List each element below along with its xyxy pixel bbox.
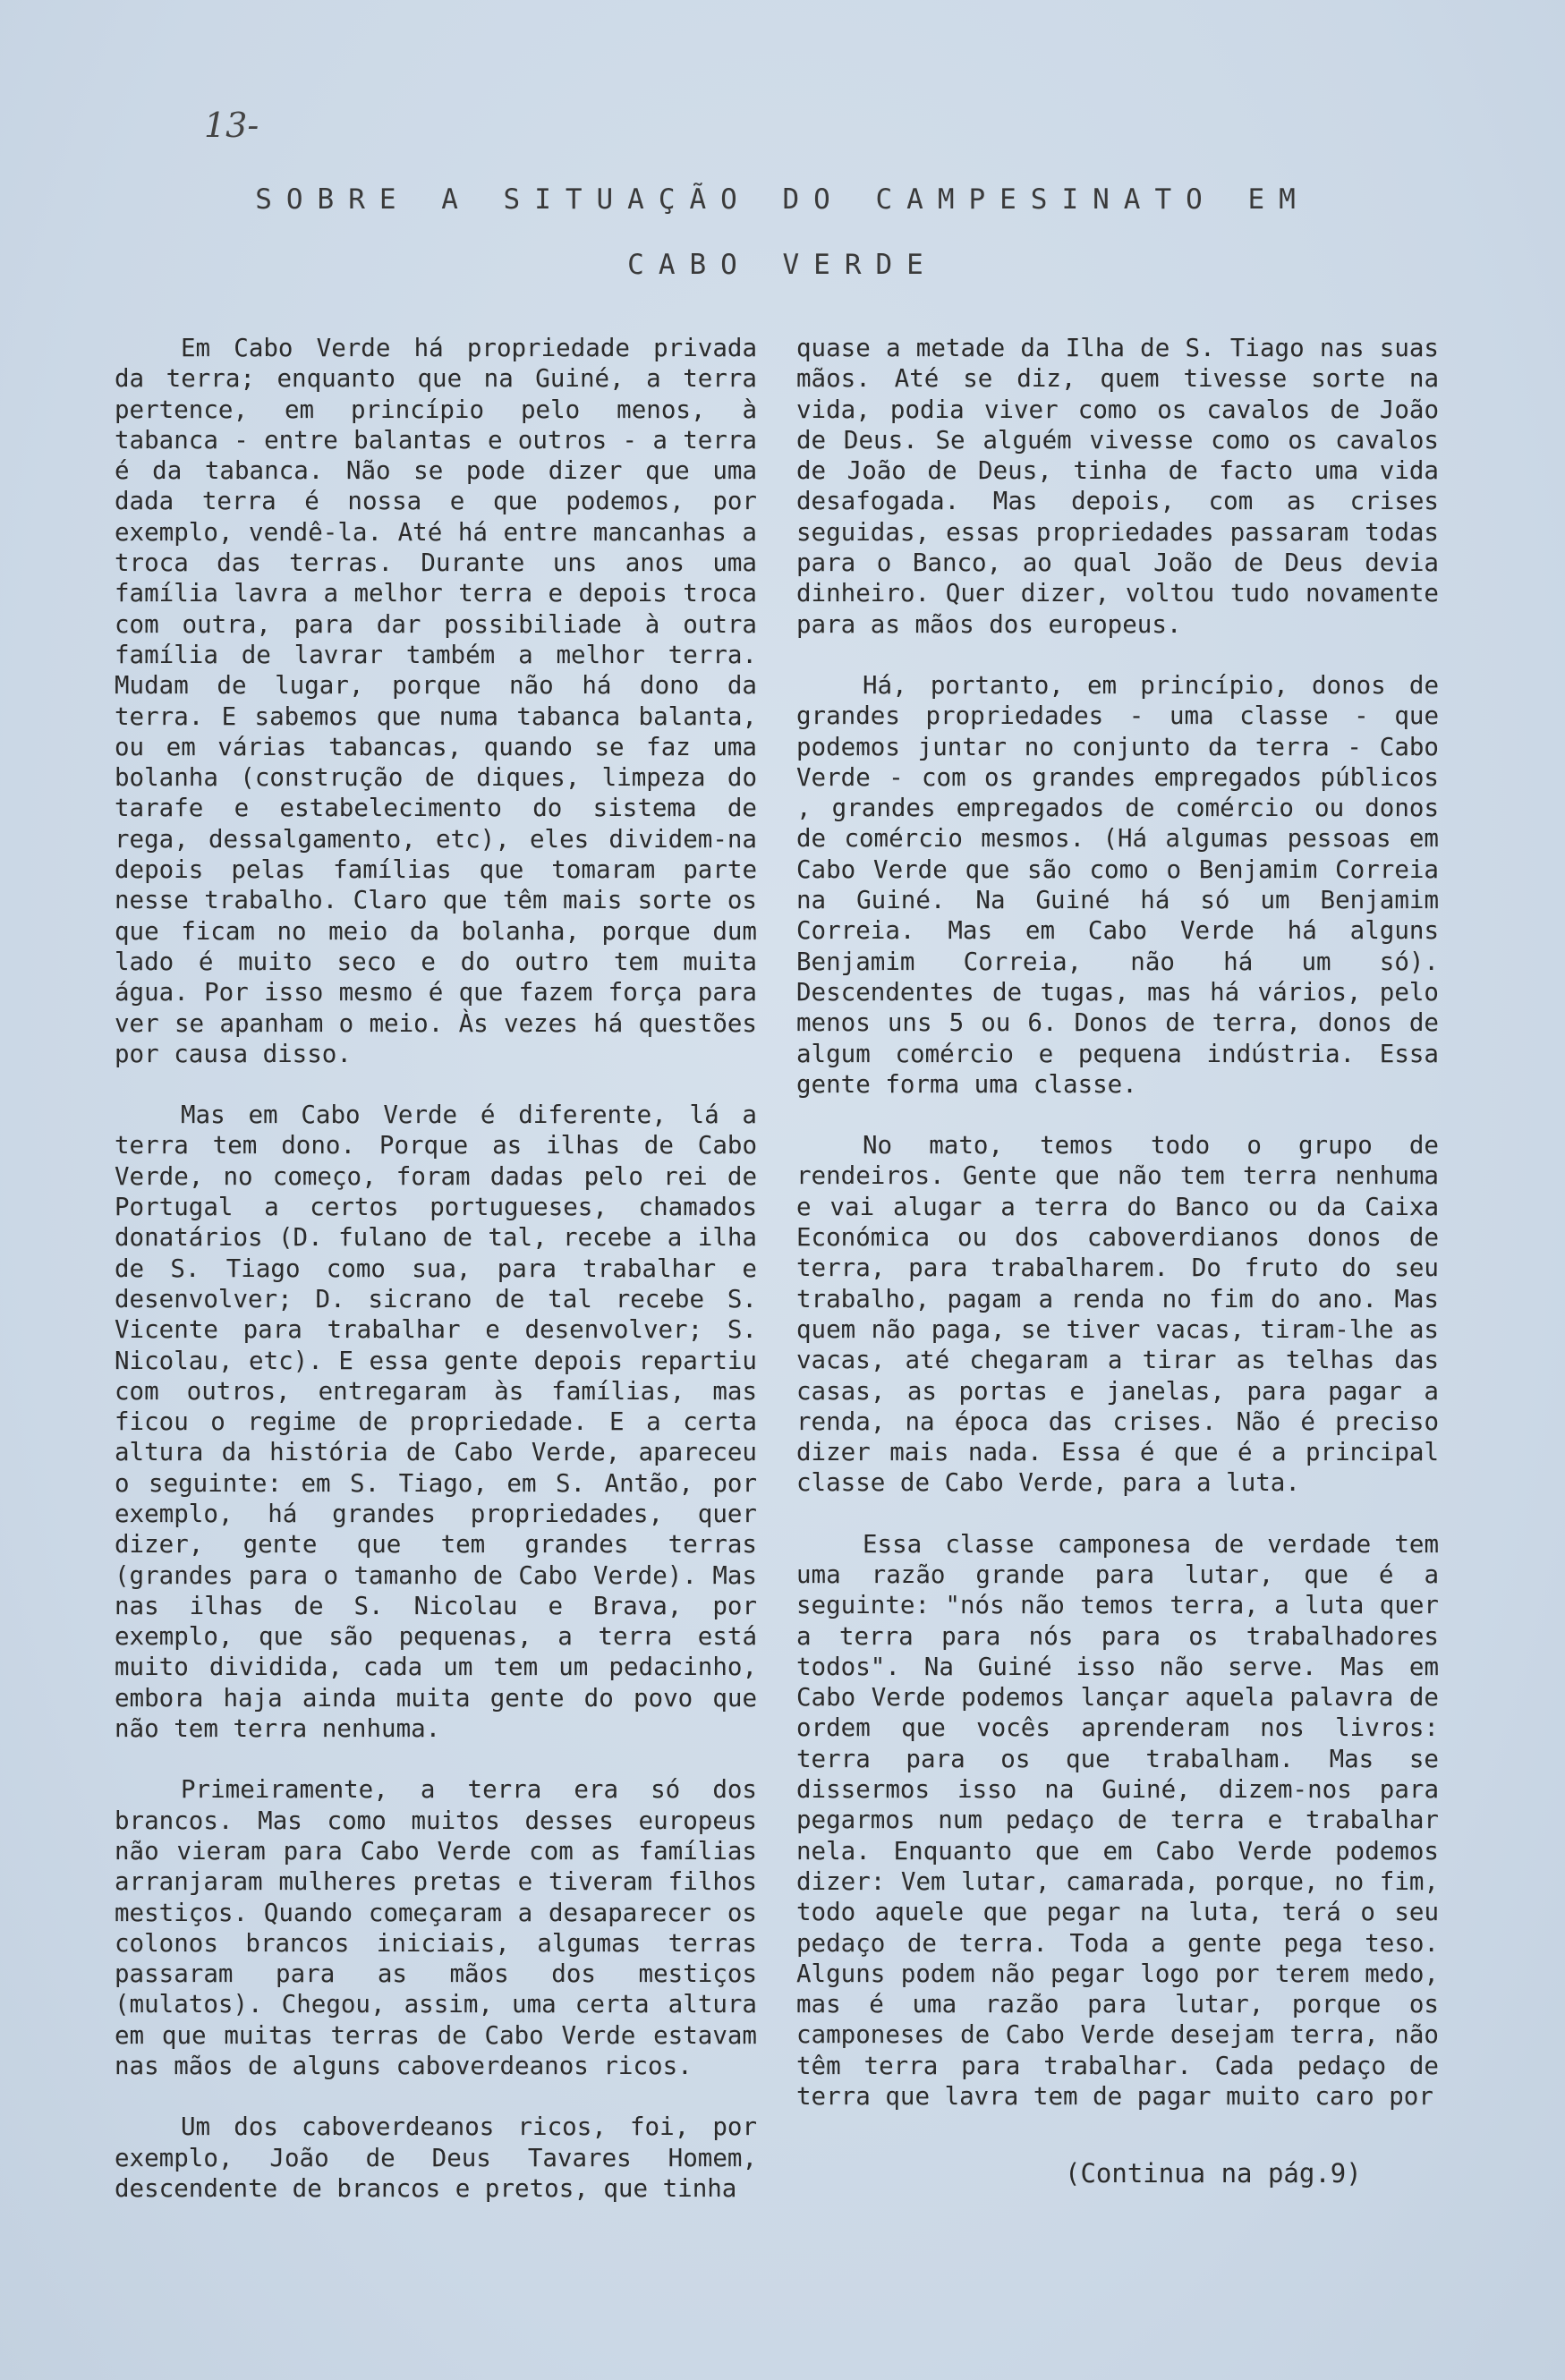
- paragraph: No mato, temos todo o grupo de rendeiros. Gente que não tem terra nenhuma e vai alugar a terra do Banco ou da Caixa Económica ou dos caboverdianos donos de terra, para trabalharem. Do fruto do seu trabalho, pagam a renda no fim do ano. Mas quem não paga, se tiver vacas, tiram-lhe as vacas, até chegaram a tirar as telhas das casas, as portas e janelas, para pagar a renda, na época das crises. Não é preciso dizer mais nada. Essa é que é a principal classe de Cabo Verde, para a luta.: [796, 1131, 1439, 1498]
- page-subtitle: CABO VERDE: [627, 249, 938, 281]
- continuation-note: (Continua na pág.9): [1065, 2158, 1362, 2189]
- paragraph: Mas em Cabo Verde é diferente, lá a terra tem dono. Porque as ilhas de Cabo Verde, no começo, foram dadas pelo rei de Portugal a certos portugueses, chamados donatários (D. fulano de tal, recebe a ilha de S. Tiago como sua, para trabalhar e desenvolver; D. sicrano de tal recebe S. Vicente para trabalhar e desenvolver; S. Nicolau, etc). E essa gente depois repartiu com outros, entregaram às famílias, mas ficou o regime de propriedade. E a certa altura da história de Cabo Verde, apareceu o seguinte: em S. Tiago, em S. Antão, por exemplo, há grandes propriedades, quer dizer, gente que tem grandes terras (grandes para o tamanho de Cabo Verde). Mas nas ilhas de S. Nicolau e Brava, por exemplo, que são pequenas, a terra está muito dividida, cada um tem um pedacinho, embora haja ainda muita gente do povo que não tem terra nenhuma.: [115, 1101, 757, 1744]
- paragraph: quase a metade da Ilha de S. Tiago nas suas mãos. Até se diz, quem tivesse sorte na vida, podia viver como os cavalos de João de Deus. Se alguém vivesse como os cavalos de João de Deus, tinha de facto uma vida desafogada. Mas depois, com as crises seguidas, essas propriedades passaram todas para o Banco, ao qual João de Deus devia dinheiro. Quer dizer, voltou tudo novamente para as mãos dos europeus.: [796, 334, 1439, 639]
- left-column: [115, 333, 757, 2204]
- paragraph: Há, portanto, em princípio, donos de grandes propriedades - uma classe - que podemos juntar no conjunto da terra - Cabo Verde - com os grandes empregados públicos , grandes empregados de comércio ou donos de comércio mesmos. (Há algumas pessoas em Cabo Verde que são como o Benjamim Correia na Guiné. Na Guiné há só um Benjamim Correia. Mas em Cabo Verde há alguns Benjamim Correia, não há um só). Descendentes de tugas, mas há vários, pelo menos uns 5 ou 6. Donos de terra, donos de algum comércio e pequena indústria. Essa gente forma uma classe.: [796, 670, 1439, 1099]
- page-number: 13-: [204, 106, 259, 145]
- paragraph: Em Cabo Verde há propriedade privada da terra; enquanto que na Guiné, a terra pertence, em princípio pelo menos, à tabanca - entre balantas e outros - a terra é da tabanca. Não se pode dizer que uma dada terra é nossa e que podemos, por exemplo, vendê-la. Até há entre mancanhas a troca das terras. Durante uns anos uma família lavra a melhor terra e depois troca com outra, para dar possibiliade à outra família de lavrar também a melhor terra. Mudam de lugar, porque não há dono da terra. E sabemos que numa tabanca balanta, ou em várias tabancas, quando se faz uma bolanha (construção de diques, limpeza do tarafe e estabelecimento do sistema de rega, dessalgamento, etc), eles dividem-na depois pelas famílias que tomaram parte nesse trabalho. Claro que têm mais sorte os que ficam no meio da bolanha, porque dum lado é muito seco e do outro tem muita água. Por isso mesmo é que fazem força para ver se apanham o meio. Às vezes há questões por causa disso.: [115, 334, 757, 1068]
- paragraph: Essa classe camponesa de verdade tem uma razão grande para lutar, que é a seguinte: "nós não temos terra, a luta quer a terra para nós para os trabalhadores todos". Na Guiné isso não serve. Mas em Cabo Verde podemos lançar aquela palavra de ordem que vocês aprenderam nos livros: terra para os que trabalham. Mas se dissermos isso na Guiné, dizem-nos para pegarmos num pedaço de terra e trabalhar nela. Enquanto que em Cabo Verde podemos dizer: Vem lutar, camarada, porque, no fim, todo aquele que pegar na luta, terá o seu pedaço de terra. Toda a gente pega teso. Alguns podem não pegar logo por terem medo, mas é uma razão para lutar, porque os camponeses de Cabo Verde desejam terra, não têm terra para trabalhar. Cada pedaço de terra que lavra tem de pagar muito caro por: [796, 1529, 1439, 2112]
- page-title: SOBRE A SITUAÇÃO DO CAMPESINATO EM: [255, 183, 1310, 216]
- paragraph: Um dos caboverdeanos ricos, foi, por exemplo, João de Deus Tavares Homem, descendente de brancos e pretos, que tinha: [115, 2112, 757, 2203]
- paragraph: Primeiramente, a terra era só dos brancos. Mas como muitos desses europeus não vieram para Cabo Verde com as famílias arranjaram mulheres pretas e tiveram filhos mestiços. Quando começaram a desaparecer os colonos brancos iniciais, algumas terras passaram para as mãos dos mestiços (mulatos). Chegou, assim, uma certa altura em que muitas terras de Cabo Verde estavam nas mãos de alguns caboverdeanos ricos.: [115, 1775, 757, 2081]
- right-column: [796, 333, 1439, 2112]
